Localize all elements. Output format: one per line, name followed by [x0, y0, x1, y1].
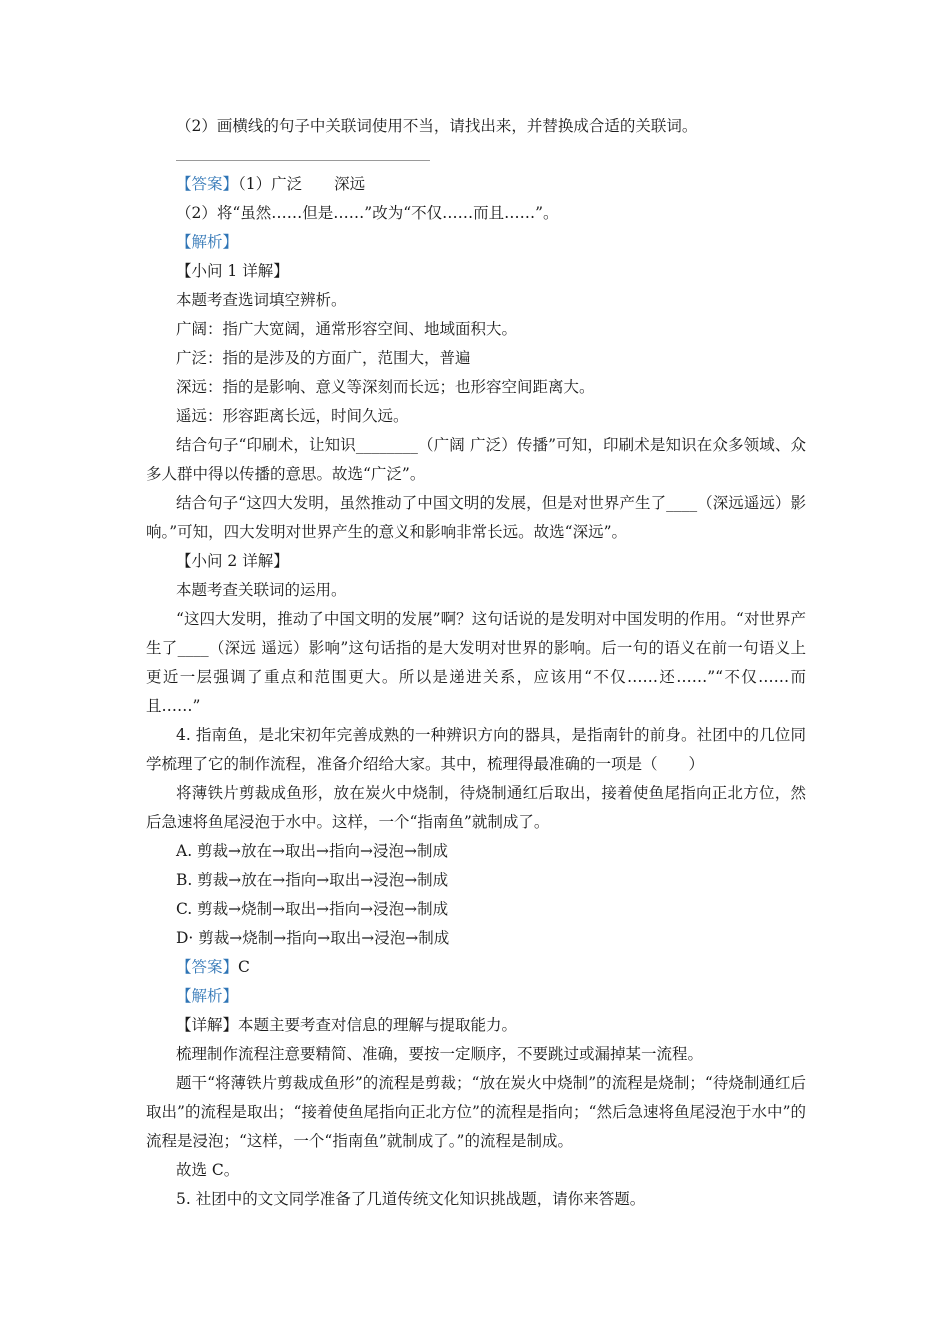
q3-answer-2: （2）将“虽然……但是……”改为“不仅……而且……”。 [176, 204, 559, 222]
q4-passage: 将薄铁片剪裁成鱼形，放在炭火中烧制，待烧制通红后取出，接着使鱼尾指向正北方位，然后急速将鱼尾浸泡于水中。这样，一个“指南鱼”就制成了。 [146, 784, 806, 831]
sub1-paragraph-2: 结合句子“这四大发明，虽然推动了中国文明的发展，但是对世界产生了____（深远遥远）影响。”可知，四大发明对世界产生的意义和影响非常长远。故选“深远”。 [146, 494, 806, 541]
q3-answer-1b: 深远 [334, 175, 366, 193]
definition-guangfan: 广泛：指的是涉及的方面广，范围大，普遍 [176, 349, 471, 367]
q4-paragraph-2: 题干“将薄铁片剪裁成鱼形”的流程是剪裁；“放在炭火中烧制”的流程是烧制；“待烧制通红后取出”的流程是取出；“接着使鱼尾指向正北方位”的流程是指向；“然后急速将鱼尾浸泡于水中”的流程是浸泡；“这样，一个“指南鱼”就制成了。”的流程是制成。 [146, 1074, 806, 1150]
definition-guangkuo: 广阔：指广大宽阔，通常形容空间、地域面积大。 [176, 320, 518, 338]
definition-shenyuan: 深远：指的是影响、意义等深刻而长远；也形容空间距离大。 [176, 378, 595, 396]
q4-answer-value: C [238, 958, 250, 976]
sub2-intro: 本题考查关联词的运用。 [176, 581, 347, 599]
q4-detail-text: 本题主要考查对信息的理解与提取能力。 [238, 1016, 518, 1034]
q4-option-b: B. 剪裁→放在→指向→取出→浸泡→制成 [176, 871, 449, 889]
q4-paragraph-1: 梳理制作流程注意要精简、准确，要按一定顺序，不要跳过或漏掉某一流程。 [176, 1045, 704, 1063]
q5-stem: 5. 社团中的文文同学准备了几道传统文化知识挑战题，请你来答题。 [176, 1190, 646, 1208]
answer-blank-line [176, 160, 430, 161]
sub1-intro: 本题考查选词填空辨析。 [176, 291, 347, 309]
q4-option-d: D· 剪裁→烧制→指向→取出→浸泡→制成 [176, 929, 450, 947]
q4-answer-line [146, 953, 806, 982]
q4-option-a: A. 剪裁→放在→取出→指向→浸泡→制成 [176, 842, 448, 860]
answer-label: 【答案】 [176, 958, 239, 976]
q3-answer-line [146, 170, 806, 199]
q4-conclusion: 故选 C。 [176, 1161, 240, 1179]
definition-yaoyuan: 遥远：形容距离长远，时间久远。 [176, 407, 409, 425]
q3-part2-prompt: （2）画横线的句子中关联词使用不当，请找出来，并替换成合适的关联词。 [176, 117, 698, 135]
document-content [146, 112, 806, 1214]
analysis-label: 【解析】 [176, 233, 239, 251]
sub2-paragraph: “这四大发明，推动了中国文明的发展”啊？这句话说的是发明对中国发明的作用。“对世界产生了____（深远 遥远）影响”这句话指的是大发明对世界的影响。后一句的语义在前一句语义上更近一层强调了重点和范围更大。所以是递进关系，应该用“不仅……还……”“不仅……而且……” [146, 610, 806, 715]
sub1-heading: 【小问 1 详解】 [176, 262, 289, 280]
q3-answer-1a: （1）广泛 [238, 175, 303, 193]
q4-stem: 4. 指南鱼，是北宋初年完善成熟的一种辨识方向的器具，是指南针的前身。社团中的几位同学梳理了它的制作流程，准备介绍给大家。其中，梳理得最准确的一项是（ ） [146, 726, 806, 773]
analysis-label: 【解析】 [176, 987, 239, 1005]
q4-option-c: C. 剪裁→烧制→取出→指向→浸泡→制成 [176, 900, 449, 918]
answer-label: 【答案】 [176, 175, 239, 193]
sub1-paragraph-1: 结合句子“印刷术，让知识________（广阔 广泛）传播”可知，印刷术是知识在众多领域、众多人群中得以传播的意思。故选“广泛”。 [146, 436, 806, 483]
sub2-heading: 【小问 2 详解】 [176, 552, 289, 570]
detail-label: 【详解】 [176, 1016, 239, 1034]
q4-detail-line [146, 1011, 806, 1040]
